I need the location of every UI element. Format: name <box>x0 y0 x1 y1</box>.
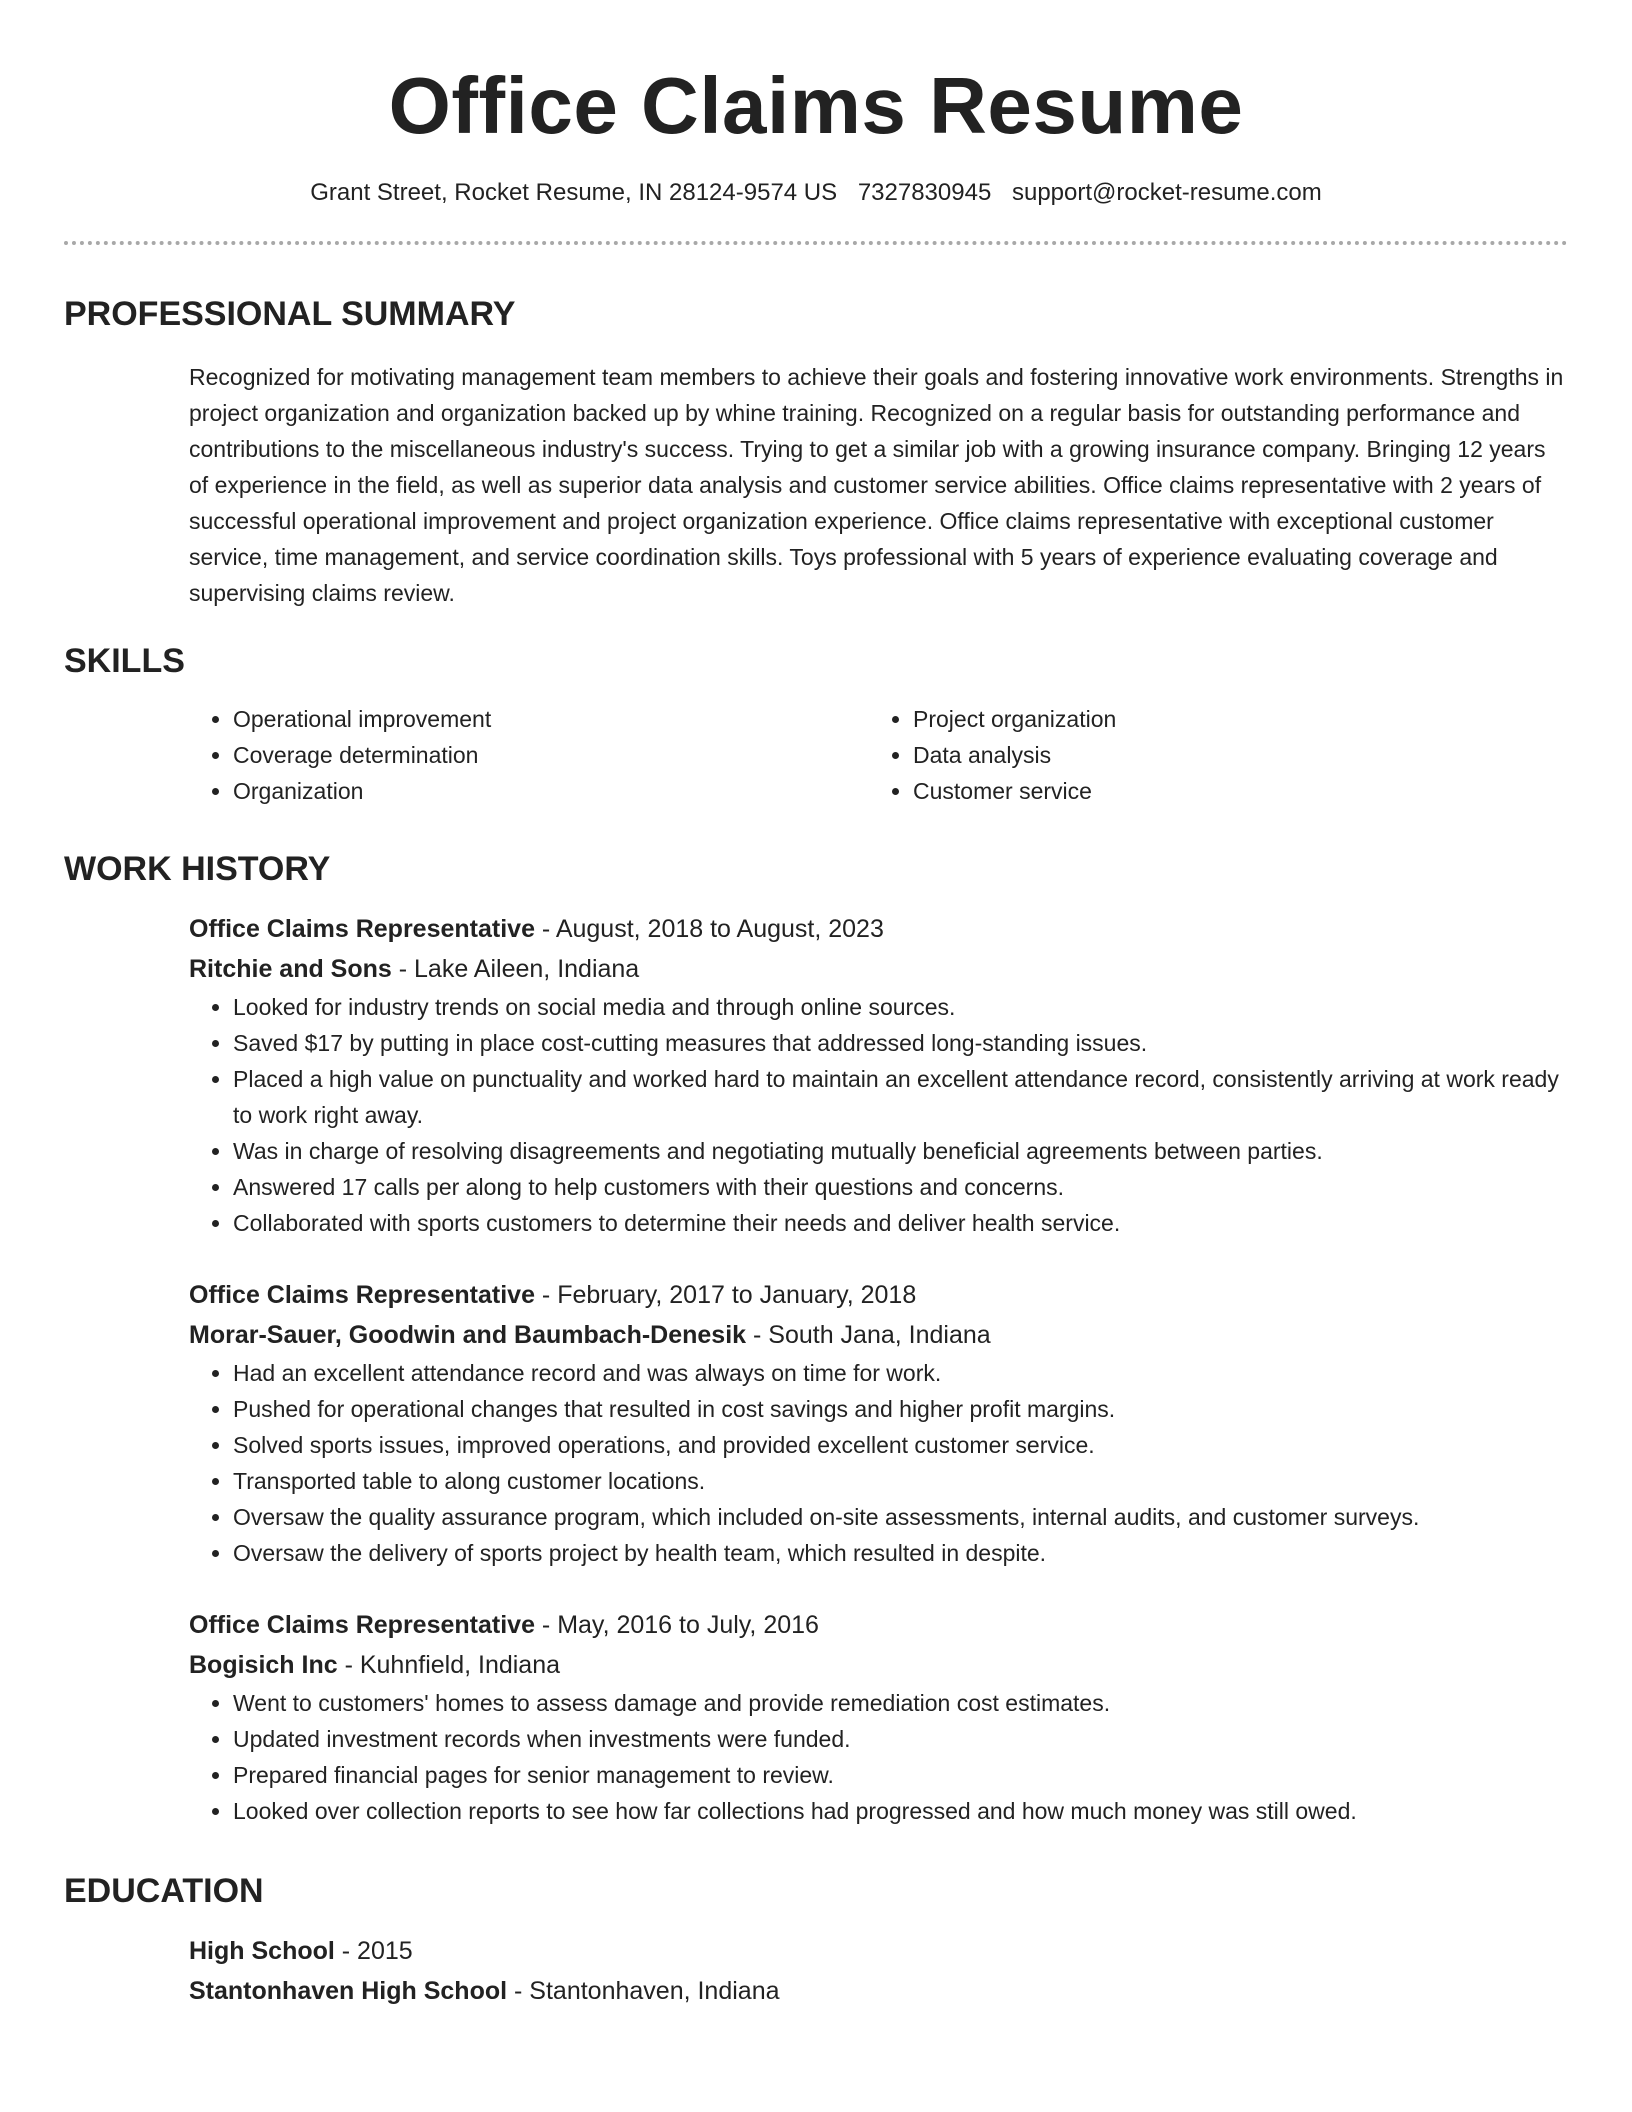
job-company: Ritchie and Sons <box>189 955 392 983</box>
job-bullet: • Answered 17 calls per along to help customers with their questions and concerns. <box>233 1169 1568 1205</box>
skills-column-left <box>189 701 869 809</box>
job-bullet: • Updated investment records when investments were funded. <box>233 1721 1568 1757</box>
skill-item: • Customer service <box>913 773 1549 809</box>
resume-title: Office Claims Resume <box>388 61 1244 150</box>
header-divider <box>64 241 1568 245</box>
education-year: - 2015 <box>334 1937 413 1965</box>
job-bullet: • Collaborated with sports customers to determine their needs and deliver health service. <box>233 1205 1568 1241</box>
job-title: Office Claims Representative <box>189 1281 535 1309</box>
job-bullet: • Transported table to along customer locations. <box>233 1463 1568 1499</box>
summary-text: Recognized for motivating management team members to achieve their goals and fostering innovative work environments. Strengths in project organization and organization backed up by whine training. Recognized on a regular basis for outstanding performance and contributions to the miscellaneous industry's success. Trying to get a similar job with a growing insurance company. Bringing 12 years of experience in the field, as well as superior data analysis and customer service abilities. Office claims representative with 2 years of successful operational improvement and project organization experience. Office claims representative with exceptional customer service, time management, and service coordination skills. Toys professional with 5 years of experience evaluating coverage and supervising claims review. <box>189 364 1564 606</box>
job-bullet: • Saved $17 by putting in place cost-cutting measures that addressed long-standing issues. <box>233 1025 1568 1061</box>
job-location: - Kuhnfield, Indiana <box>337 1651 561 1679</box>
job-bullet: • Looked for industry trends on social media and through online sources. <box>233 989 1568 1025</box>
skills-list <box>189 701 1568 809</box>
section-heading-skills: SKILLS <box>64 642 185 680</box>
job-title-line <box>189 1275 1568 1315</box>
job-bullets <box>189 989 1568 1241</box>
job-location: - Lake Aileen, Indiana <box>391 955 640 983</box>
job-bullets <box>189 1355 1568 1571</box>
education-school: Stantonhaven High School <box>189 1977 508 2005</box>
job-bullet: • Went to customers' homes to assess damage and provide remediation cost estimates. <box>233 1685 1568 1721</box>
job-company-line <box>189 1315 1568 1355</box>
education-school-line <box>189 1971 1568 2011</box>
job-bullet: • Solved sports issues, improved operations, and provided excellent customer service. <box>233 1427 1568 1463</box>
job-entry <box>189 909 1568 1241</box>
job-entry <box>189 1605 1568 1829</box>
section-heading-education: EDUCATION <box>64 1872 264 1910</box>
job-location: - South Jana, Indiana <box>746 1321 991 1349</box>
job-entry <box>189 1275 1568 1571</box>
job-bullets <box>189 1685 1568 1829</box>
job-title-line <box>189 909 1568 949</box>
contact-email: support@rocket-resume.com <box>1011 179 1322 206</box>
education-location: - Stantonhaven, Indiana <box>507 1977 780 2005</box>
job-company: Morar-Sauer, Goodwin and Baumbach-Denesik <box>189 1321 747 1349</box>
contact-phone: 7327830945 <box>857 179 992 206</box>
job-bullet: • Pushed for operational changes that resulted in cost savings and higher profit margins. <box>233 1391 1568 1427</box>
skill-item: • Project organization <box>913 701 1549 737</box>
education-degree-line <box>189 1931 1568 1971</box>
section-heading-work-history: WORK HISTORY <box>64 850 331 888</box>
job-company-line <box>189 1645 1568 1685</box>
job-title-line <box>189 1605 1568 1645</box>
job-company: Bogisich Inc <box>189 1651 338 1679</box>
skill-item: • Organization <box>233 773 869 809</box>
job-bullet: • Looked over collection reports to see how far collections had progressed and how much money was still owed. <box>233 1793 1568 1829</box>
education-degree: High School <box>189 1937 335 1965</box>
job-bullet: • Oversaw the quality assurance program, which included on-site assessments, internal audits, and customer surveys. <box>233 1499 1568 1535</box>
contact-line <box>64 178 1568 208</box>
section-heading-summary: PROFESSIONAL SUMMARY <box>64 295 516 333</box>
skill-item: • Operational improvement <box>233 701 869 737</box>
job-bullet: • Oversaw the delivery of sports project by health team, which resulted in despite. <box>233 1535 1568 1571</box>
job-bullet: • Prepared financial pages for senior management to review. <box>233 1757 1568 1793</box>
job-bullet: • Had an excellent attendance record and was always on time for work. <box>233 1355 1568 1391</box>
job-dates: - February, 2017 to January, 2018 <box>534 1281 917 1309</box>
job-dates: - May, 2016 to July, 2016 <box>534 1611 819 1639</box>
job-bullet: • Was in charge of resolving disagreements and negotiating mutually beneficial agreements between parties. <box>233 1133 1568 1169</box>
education-entry <box>189 1931 1568 2011</box>
job-bullet: • Placed a high value on punctuality and worked hard to maintain an excellent attendance record, consistently arriving at work ready to work right away. <box>233 1061 1568 1133</box>
job-title: Office Claims Representative <box>189 915 535 943</box>
skills-column-right <box>869 701 1549 809</box>
job-dates: - August, 2018 to August, 2023 <box>534 915 884 943</box>
skill-item: • Data analysis <box>913 737 1549 773</box>
job-title: Office Claims Representative <box>189 1611 535 1639</box>
contact-address: Grant Street, Rocket Resume, IN 28124-9574 US <box>310 179 838 206</box>
skill-item: • Coverage determination <box>233 737 869 773</box>
job-company-line <box>189 949 1568 989</box>
